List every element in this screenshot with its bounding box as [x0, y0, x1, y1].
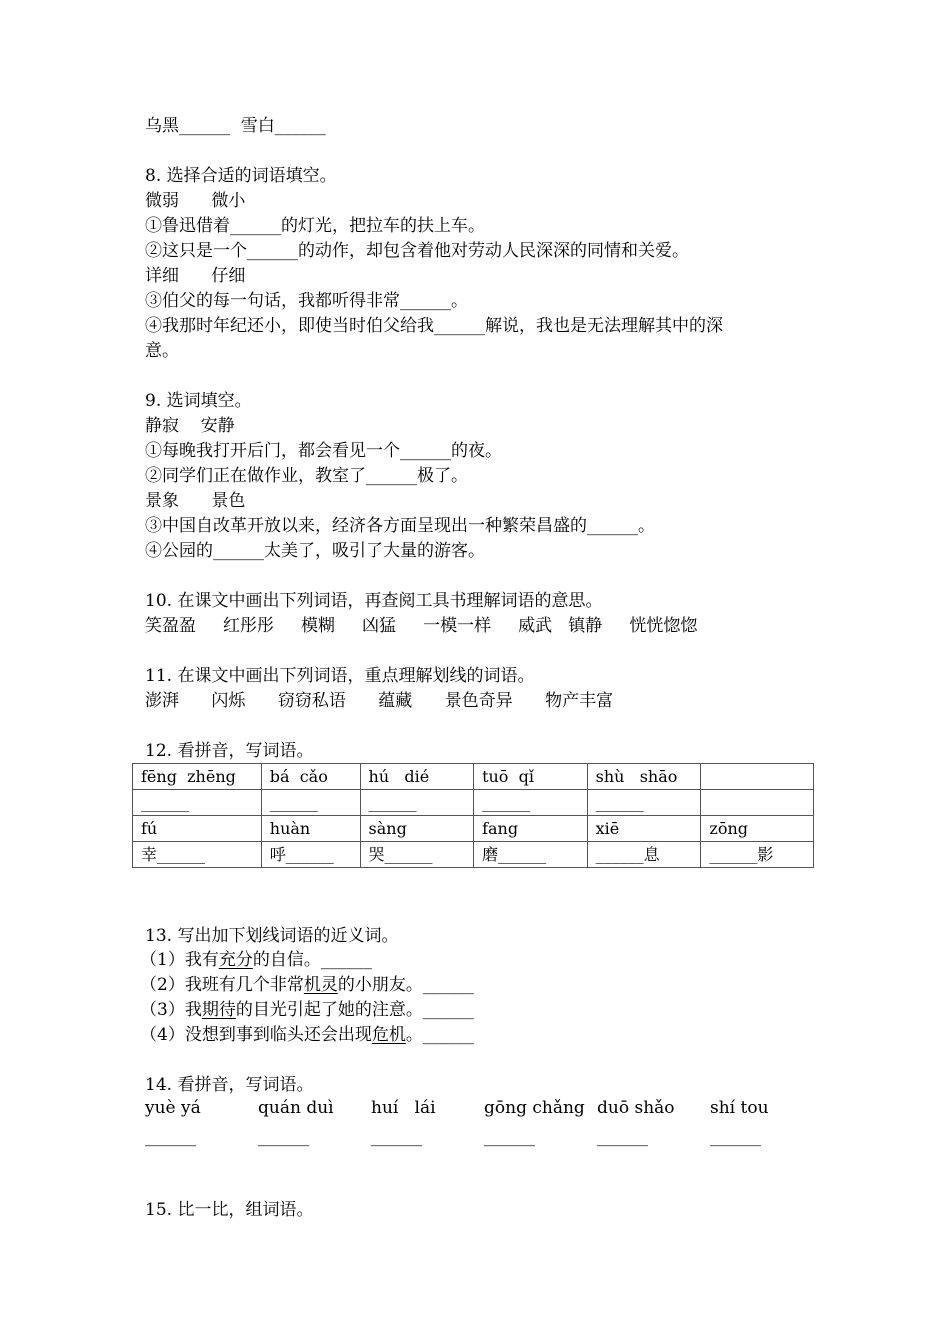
q13-item-2	[140, 973, 474, 997]
pinyin-item: gōng chǎng	[484, 1098, 585, 1118]
q13-item-1	[140, 948, 372, 972]
item-text: （3）我	[140, 1000, 202, 1020]
underlined-word: 期待	[201, 1000, 236, 1020]
pinyin-item: duō shǎo	[597, 1098, 675, 1118]
q9-word-pair-1: 静寂 安静	[145, 416, 235, 436]
q8-word-pair-2: 详细 仔细	[145, 266, 246, 286]
table-cell: tuō qǐ	[474, 764, 588, 790]
q9-title: 9. 选词填空。	[145, 391, 252, 411]
table-cell	[701, 764, 814, 790]
q7-line: 乌黑______ 雪白______	[145, 116, 326, 136]
table-cell: sàng	[360, 816, 474, 842]
item-text: （4）没想到事到临头还会出现	[140, 1025, 372, 1045]
pinyin-item: huí lái	[371, 1098, 436, 1118]
table-cell: 磨______	[474, 842, 588, 868]
q14-title: 14. 看拼音，写词语。	[145, 1075, 314, 1095]
q9-sentence-4: ④公园的______太美了，吸引了大量的游客。	[145, 541, 485, 561]
pinyin-item: quán duì	[258, 1098, 334, 1118]
q12-title: 12. 看拼音，写词语。	[145, 741, 314, 761]
table-cell	[701, 790, 814, 816]
table-cell: xiē	[587, 816, 701, 842]
answer-blank: ______	[710, 1127, 761, 1147]
q10-title: 10. 在课文中画出下列词语，再查阅工具书理解词语的意思。	[145, 591, 603, 611]
table-cell: 哭______	[360, 842, 474, 868]
table-cell: ______息	[587, 842, 701, 868]
table-cell: bá cǎo	[261, 764, 360, 790]
q13-item-3	[140, 998, 474, 1022]
q8-sentence-4-cont: 意。	[145, 341, 179, 361]
item-text: 。______	[405, 1025, 474, 1045]
table-cell: 呼______	[261, 842, 360, 868]
table-cell: ______	[474, 790, 588, 816]
table-cell: hú dié	[360, 764, 474, 790]
pinyin-item: shí tou	[710, 1098, 769, 1118]
table-cell: ______	[360, 790, 474, 816]
q8-title: 8. 选择合适的词语填空。	[145, 166, 337, 186]
item-text: （1）我有	[140, 950, 219, 970]
table-cell: ______	[587, 790, 701, 816]
item-text: （2）我班有几个非常	[140, 975, 304, 995]
q8-sentence-4: ④我那时年纪还小，即使当时伯父给我______解说，我也是无法理解其中的深	[145, 316, 723, 336]
item-text: 的自信。______	[252, 950, 372, 970]
table-row	[133, 842, 814, 868]
q9-sentence-2: ②同学们正在做作业，教室了______极了。	[145, 466, 468, 486]
answer-blank: ______	[371, 1127, 422, 1147]
q13-item-4	[140, 1023, 474, 1047]
q11-title: 11. 在课文中画出下列词语，重点理解划线的词语。	[145, 666, 535, 686]
underlined-word: 机灵	[303, 975, 338, 995]
table-cell: fēng zhēng	[133, 764, 262, 790]
table-row	[133, 764, 814, 790]
q8-sentence-2: ②这只是一个______的动作，却包含着他对劳动人民深深的同情和关爱。	[145, 241, 689, 261]
answer-blank: ______	[145, 1127, 196, 1147]
underlined-word: 危机	[371, 1025, 406, 1045]
table-cell: shù shāo	[587, 764, 701, 790]
answer-blank: ______	[484, 1127, 535, 1147]
table-cell: ______	[133, 790, 262, 816]
table-cell: fang	[474, 816, 588, 842]
q15-title: 15. 比一比，组词语。	[145, 1200, 314, 1220]
table-cell: 幸______	[133, 842, 262, 868]
answer-blank: ______	[258, 1127, 309, 1147]
q8-word-pair-1: 微弱 微小	[145, 191, 246, 211]
q8-sentence-3: ③伯父的每一句话，我都听得非常______。	[145, 291, 468, 311]
item-text: 的小朋友。______	[337, 975, 474, 995]
q8-sentence-1: ①鲁迅借着______的灯光，把拉车的扶上车。	[145, 216, 485, 236]
q11-words: 澎湃 闪烁 窃窃私语 蕴藏 景色奇异 物产丰富	[145, 691, 614, 711]
table-row	[133, 816, 814, 842]
q10-words: 笑盈盈 红彤彤 模糊 凶猛 一模一样 威武 镇静 恍恍惚惚	[145, 616, 698, 636]
table-row	[133, 790, 814, 816]
table-cell: ______影	[701, 842, 814, 868]
underlined-word: 充分	[218, 950, 253, 970]
item-text: 的目光引起了她的注意。______	[235, 1000, 474, 1020]
table-cell: zōng	[701, 816, 814, 842]
answer-blank: ______	[597, 1127, 648, 1147]
table-cell: fú	[133, 816, 262, 842]
pinyin-item: yuè yá	[145, 1098, 201, 1118]
q9-word-pair-2: 景象 景色	[145, 491, 246, 511]
q9-sentence-1: ①每晚我打开后门，都会看见一个______的夜。	[145, 441, 502, 461]
table-cell: huàn	[261, 816, 360, 842]
q13-title: 13. 写出加下划线词语的近义词。	[145, 926, 399, 946]
table-cell: ______	[261, 790, 360, 816]
q9-sentence-3: ③中国自改革开放以来，经济各方面呈现出一种繁荣昌盛的______。	[145, 516, 655, 536]
q12-pinyin-table	[132, 763, 814, 868]
